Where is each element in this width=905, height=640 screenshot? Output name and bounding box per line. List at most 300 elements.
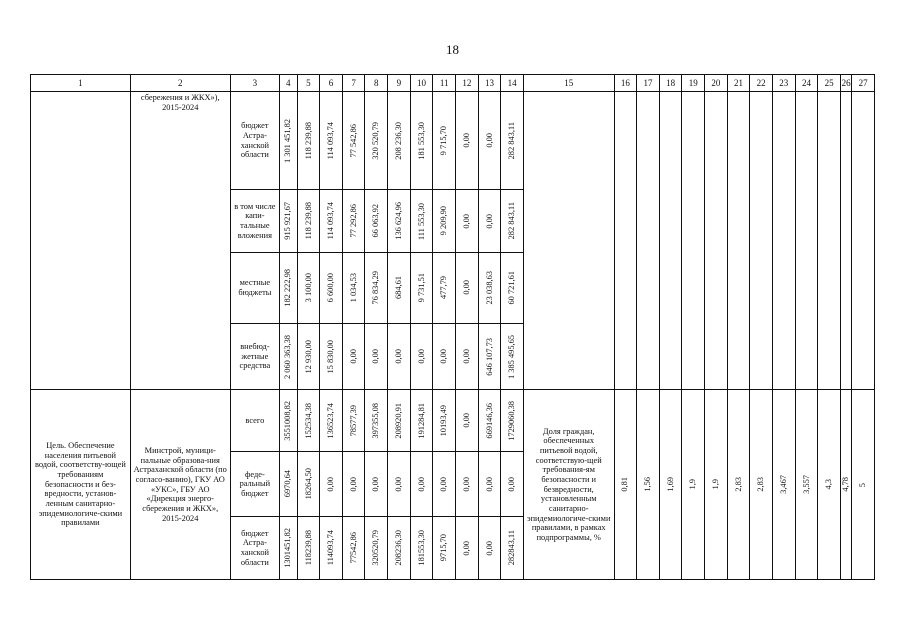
amount-cell-wrap <box>298 190 320 251</box>
amount-cell <box>365 516 388 579</box>
amount-cell <box>280 190 297 252</box>
indicator-value <box>818 390 841 580</box>
amount-cell-wrap <box>320 253 342 323</box>
amount-cell-wrap <box>433 390 455 451</box>
indicator-value-empty <box>659 92 682 390</box>
section1-row <box>31 92 875 190</box>
indicator-value <box>750 390 773 580</box>
amount-cell <box>388 252 411 323</box>
amount-cell <box>410 516 433 579</box>
header-cell-22: 22 <box>750 75 773 92</box>
indicator-value-wrap <box>852 390 874 579</box>
amount-cell-wrap <box>298 452 320 515</box>
indicator-value <box>659 390 682 580</box>
indicator-value <box>852 390 875 580</box>
amount-cell-text: 1 301 451,82 <box>283 118 293 163</box>
amount-cell-text: 1 385 495,65 <box>507 334 517 379</box>
amount-cell-wrap <box>343 253 365 323</box>
responsible-cell <box>130 390 230 580</box>
amount-cell-text: 0,00 <box>484 540 494 556</box>
indicator-value-wrap <box>841 390 851 579</box>
header-cell-16: 16 <box>614 75 637 92</box>
indicator-value-wrap <box>637 390 659 579</box>
indicator-value-wrap <box>773 390 795 579</box>
indicator-text: Доля граждан, обеспеченных питьевой водой, соответствую-щей требования-ям безопасности и безвредности, установленным санитарно-эпидемиологиче-скими правилами, в рамках подпрограммы, % <box>526 426 611 542</box>
funding-source-text: бюджет Астра-ханской области <box>240 528 269 567</box>
amount-cell <box>456 92 479 190</box>
responsible-text: Минстрой, муници-пальные образова-ния Астраханской области (по согласо-ванию), ГКУ АО «УКС», ГБУ АО «Дирекция энерго-сбережения и ЖКХ», 2015-2024 <box>133 445 227 523</box>
amount-cell-wrap <box>298 253 320 323</box>
amount-cell <box>478 452 501 516</box>
amount-cell <box>501 190 524 252</box>
header-cell-9: 9 <box>388 75 411 92</box>
amount-cell-wrap <box>343 390 365 451</box>
amount-cell <box>320 516 343 579</box>
header-row <box>31 75 875 92</box>
funding-source-text: внебюд-жетные средства <box>239 342 271 371</box>
amount-cell <box>433 516 456 579</box>
header-cell-24: 24 <box>795 75 818 92</box>
indicator-value-wrap <box>660 390 682 579</box>
responsible-text: сбережения и ЖКХ»), 2015-2024 <box>140 93 220 112</box>
amount-cell-text: 77 542,86 <box>348 124 358 158</box>
amount-cell <box>297 92 320 190</box>
amount-cell-text: 9 209,90 <box>439 206 449 236</box>
amount-cell <box>297 516 320 579</box>
amount-cell <box>478 252 501 323</box>
funding-source-text: бюджет Астра-ханской области <box>240 121 269 160</box>
amount-cell <box>388 516 411 579</box>
header-cell-25: 25 <box>818 75 841 92</box>
amount-cell-text: 0,00 <box>394 349 404 364</box>
amount-cell-text: 114 093,74 <box>326 122 336 160</box>
amount-cell-text: 0,00 <box>348 476 358 492</box>
amount-cell <box>342 323 365 389</box>
funding-source-text: местные бюджеты <box>238 278 272 297</box>
amount-cell-text: 66 063,92 <box>371 204 381 238</box>
amount-cell-wrap <box>479 92 501 189</box>
amount-cell-text: 12 930,00 <box>303 339 313 374</box>
amount-cell-wrap <box>320 390 342 451</box>
indicator-value <box>795 390 818 580</box>
amount-cell-text: 0,00 <box>484 133 494 149</box>
amount-cell-text: 0,00 <box>394 476 404 492</box>
amount-cell-wrap <box>501 253 523 323</box>
amount-cell <box>433 323 456 389</box>
amount-cell-text: 9 715,70 <box>439 126 449 156</box>
header-cell-3: 3 <box>230 75 279 92</box>
amount-cell-text: 915 921,67 <box>283 202 293 240</box>
header-cell-5: 5 <box>297 75 320 92</box>
amount-cell <box>478 516 501 579</box>
amount-cell-wrap <box>479 390 501 451</box>
amount-cell-wrap <box>456 92 478 189</box>
amount-cell-wrap <box>298 92 320 189</box>
amount-cell-wrap <box>411 517 433 579</box>
amount-cell-text: 77 292,86 <box>348 204 358 238</box>
amount-cell <box>433 190 456 252</box>
indicator-value-empty <box>795 92 818 390</box>
funding-source <box>230 516 279 579</box>
header-cell-1: 1 <box>31 75 131 92</box>
amount-cell-wrap <box>388 324 410 389</box>
amount-cell-wrap <box>433 324 455 389</box>
amount-cell <box>320 190 343 252</box>
amount-cell-text: 2 060 363,38 <box>283 334 293 379</box>
amount-cell-text: 114093,74 <box>326 530 336 566</box>
amount-cell-text: 181 553,30 <box>416 121 426 160</box>
amount-cell <box>433 452 456 516</box>
amount-cell-text: 78577,39 <box>348 405 358 437</box>
amount-cell-text: 0,00 <box>416 476 426 492</box>
amount-cell-text: 152534,38 <box>303 403 313 439</box>
amount-cell-text: 0,00 <box>484 213 494 229</box>
amount-cell-wrap <box>320 452 342 515</box>
amount-cell-text: 320520,79 <box>371 530 381 566</box>
amount-cell-text: 0,00 <box>371 349 381 364</box>
amount-cell-wrap <box>388 517 410 579</box>
amount-cell <box>365 190 388 252</box>
amount-cell <box>388 190 411 252</box>
amount-cell-wrap <box>365 390 387 451</box>
amount-cell <box>478 390 501 452</box>
amount-cell <box>320 92 343 190</box>
indicator-value-empty <box>682 92 705 390</box>
amount-cell-text: 118239,88 <box>303 530 313 566</box>
amount-cell-text: 0,00 <box>416 349 426 364</box>
amount-cell-text: 6970,64 <box>283 470 293 498</box>
amount-cell-text: 0,00 <box>484 476 494 492</box>
amount-cell <box>297 452 320 516</box>
amount-cell-wrap <box>320 324 342 389</box>
amount-cell-text: 282 843,11 <box>507 122 517 160</box>
page-number: 18 <box>446 42 459 57</box>
amount-cell <box>501 252 524 323</box>
amount-cell-wrap <box>479 517 501 579</box>
amount-cell-text: 208920,91 <box>394 403 404 439</box>
header-cell-19: 19 <box>682 75 705 92</box>
amount-cell-text: 208236,30 <box>394 530 404 566</box>
amount-cell-text: 114 093,74 <box>326 202 336 240</box>
amount-cell-text: 0,00 <box>462 213 471 229</box>
amount-cell-text: 3551008,82 <box>283 400 293 441</box>
program-table <box>30 74 875 580</box>
header-cell-10: 10 <box>410 75 433 92</box>
indicator-value-empty <box>705 92 728 390</box>
funding-source <box>230 390 279 452</box>
amount-cell <box>342 452 365 516</box>
amount-cell-text: 477,79 <box>439 276 449 300</box>
amount-cell-wrap <box>298 390 320 451</box>
amount-cell <box>297 190 320 252</box>
amount-cell-wrap <box>501 190 523 251</box>
amount-cell-text: 0,00 <box>348 349 358 364</box>
amount-cell-text: 1729060,38 <box>507 400 517 441</box>
amount-cell-text: 646 107,73 <box>484 337 494 376</box>
amount-cell-wrap <box>479 190 501 251</box>
amount-cell-text: 0,00 <box>462 133 471 149</box>
amount-cell-wrap <box>365 324 387 389</box>
amount-cell-wrap <box>501 324 523 389</box>
amount-cell-wrap <box>365 452 387 515</box>
amount-cell <box>456 452 479 516</box>
amount-cell <box>365 92 388 190</box>
funding-source <box>230 323 279 389</box>
amount-cell-wrap <box>479 452 501 515</box>
amount-cell <box>388 323 411 389</box>
amount-cell <box>478 92 501 190</box>
header-cell-21: 21 <box>727 75 750 92</box>
amount-cell-text: 111 553,30 <box>416 202 426 240</box>
amount-cell <box>320 452 343 516</box>
amount-cell-wrap <box>298 517 320 579</box>
amount-cell <box>501 516 524 579</box>
header-cell-18: 18 <box>659 75 682 92</box>
amount-cell <box>410 252 433 323</box>
indicator-value-wrap <box>682 390 704 579</box>
indicator-value-empty <box>750 92 773 390</box>
indicator-value <box>727 390 750 580</box>
amount-cell-text: 1 034,53 <box>348 273 358 303</box>
amount-cell-text: 181553,30 <box>416 530 426 566</box>
amount-cell <box>320 252 343 323</box>
amount-cell-text: 136 624,96 <box>394 202 404 240</box>
amount-cell-wrap <box>388 452 410 515</box>
amount-cell-wrap <box>501 390 523 451</box>
amount-cell-wrap <box>280 92 296 189</box>
amount-cell <box>388 92 411 190</box>
amount-cell-text: 9 731,51 <box>416 273 426 303</box>
amount-cell-wrap <box>501 452 523 515</box>
amount-cell-text: 0,00 <box>371 476 381 492</box>
amount-cell-wrap <box>388 190 410 251</box>
amount-cell-wrap <box>280 190 296 251</box>
amount-cell-wrap <box>280 517 296 579</box>
amount-cell-wrap <box>479 324 501 389</box>
indicator-value-empty <box>852 92 875 390</box>
header-cell-23: 23 <box>772 75 795 92</box>
amount-cell-wrap <box>343 324 365 389</box>
header-cell-11: 11 <box>433 75 456 92</box>
indicator-value-text: 1,56 <box>643 477 653 492</box>
amount-cell <box>433 92 456 190</box>
indicator-value-wrap <box>818 390 840 579</box>
amount-cell-wrap <box>411 92 433 189</box>
amount-cell <box>410 390 433 452</box>
amount-cell-wrap <box>365 190 387 251</box>
amount-cell-text: 60 721,61 <box>507 271 517 305</box>
amount-cell <box>297 252 320 323</box>
indicator-value-text: 1,9 <box>711 479 721 490</box>
amount-cell <box>501 390 524 452</box>
amount-cell <box>388 390 411 452</box>
indicator-value-empty <box>840 92 851 390</box>
header-cell-7: 7 <box>342 75 365 92</box>
amount-cell <box>478 190 501 252</box>
indicator-cell-empty <box>523 92 614 390</box>
amount-cell-text: 77542,86 <box>348 532 358 564</box>
amount-cell <box>410 190 433 252</box>
amount-cell <box>456 516 479 579</box>
amount-cell-wrap <box>320 190 342 251</box>
amount-cell <box>320 390 343 452</box>
amount-cell-wrap <box>280 324 296 389</box>
amount-cell-wrap <box>343 517 365 579</box>
amount-cell-text: 282 843,11 <box>507 202 517 240</box>
header-cell-26: 26 <box>840 75 851 92</box>
amount-cell-wrap <box>320 92 342 189</box>
indicator-value-wrap <box>750 390 772 579</box>
amount-cell <box>280 390 297 452</box>
amount-cell-text: 191284,81 <box>416 403 426 439</box>
header-cell-6: 6 <box>320 75 343 92</box>
amount-cell-text: 669146,36 <box>484 403 494 439</box>
amount-cell <box>478 323 501 389</box>
amount-cell <box>365 323 388 389</box>
indicator-value-empty <box>772 92 795 390</box>
amount-cell <box>501 92 524 190</box>
amount-cell <box>297 390 320 452</box>
amount-cell <box>280 323 297 389</box>
header-cell-2: 2 <box>130 75 230 92</box>
amount-cell-text: 76 834,29 <box>371 271 381 305</box>
amount-cell-text: 684,61 <box>394 276 404 300</box>
amount-cell-wrap <box>343 190 365 251</box>
amount-cell <box>410 452 433 516</box>
funding-source-text: всего <box>245 415 265 425</box>
amount-cell <box>456 252 479 323</box>
amount-cell-wrap <box>501 92 523 189</box>
indicator-value-text: 4,3 <box>824 479 834 490</box>
funding-source <box>230 92 279 190</box>
amount-cell <box>501 323 524 389</box>
amount-cell-wrap <box>411 324 433 389</box>
indicator-value-text: 1,69 <box>665 477 675 492</box>
amount-cell-wrap <box>411 452 433 515</box>
funding-source <box>230 190 279 252</box>
amount-cell <box>456 190 479 252</box>
amount-cell <box>342 190 365 252</box>
goal-text: Цель. Обеспечение населения питьевой водой, соответству-ющей требованиям безопасности и без-вредности, установ-ленным санитарно-эпидемиологиче-скими правилами <box>34 441 126 528</box>
amount-cell-wrap <box>433 517 455 579</box>
amount-cell-wrap <box>343 452 365 515</box>
amount-cell <box>433 252 456 323</box>
amount-cell-wrap <box>365 92 387 189</box>
indicator-value-text: 2,83 <box>733 477 743 492</box>
amount-cell <box>342 390 365 452</box>
amount-cell-text: 3 100,00 <box>303 273 313 303</box>
responsible-cell <box>130 92 230 390</box>
amount-cell-text: 182 222,98 <box>283 268 293 307</box>
amount-cell-text: 0,00 <box>462 280 471 296</box>
funding-source <box>230 252 279 323</box>
amount-cell <box>280 516 297 579</box>
amount-cell-wrap <box>320 517 342 579</box>
amount-cell-text: 0,00 <box>462 413 471 429</box>
header-cell-20: 20 <box>705 75 728 92</box>
amount-cell-wrap <box>365 253 387 323</box>
indicator-value-text: 4,78 <box>841 477 851 492</box>
amount-cell-wrap <box>456 253 478 323</box>
indicator-value-wrap <box>796 390 818 579</box>
amount-cell <box>280 252 297 323</box>
amount-cell-text: 6 600,00 <box>326 273 336 303</box>
indicator-value-wrap <box>705 390 727 579</box>
goal-cell <box>31 390 131 580</box>
indicator-value-text: 2,83 <box>756 477 766 492</box>
amount-cell-text: 282843,11 <box>507 530 517 566</box>
header-cell-14: 14 <box>501 75 524 92</box>
amount-cell-text: 397355,08 <box>371 403 381 439</box>
header-cell-13: 13 <box>478 75 501 92</box>
amount-cell-text: 208 236,30 <box>394 121 404 160</box>
indicator-value-empty <box>818 92 841 390</box>
amount-cell-wrap <box>456 452 478 515</box>
header-cell-8: 8 <box>365 75 388 92</box>
amount-cell-text: 0,00 <box>462 476 471 492</box>
amount-cell-text: 118 239,88 <box>303 202 313 240</box>
amount-cell-text: 18264,50 <box>303 468 313 500</box>
indicator-value <box>682 390 705 580</box>
amount-cell <box>456 390 479 452</box>
amount-cell-wrap <box>433 92 455 189</box>
amount-cell-wrap <box>298 324 320 389</box>
amount-cell <box>410 92 433 190</box>
amount-cell-wrap <box>280 253 296 323</box>
amount-cell <box>365 452 388 516</box>
funding-source <box>230 452 279 516</box>
indicator-value-text: 5 <box>858 482 868 487</box>
amount-cell-text: 10193,49 <box>439 405 449 437</box>
amount-cell <box>365 390 388 452</box>
amount-cell-text: 23 038,63 <box>484 271 494 305</box>
amount-cell-text: 0,00 <box>507 476 517 492</box>
amount-cell-wrap <box>411 190 433 251</box>
header-cell-15: 15 <box>523 75 614 92</box>
amount-cell-wrap <box>280 452 296 515</box>
indicator-value-empty <box>614 92 637 390</box>
amount-cell-wrap <box>456 517 478 579</box>
amount-cell-text: 1301451,82 <box>283 527 293 568</box>
header-cell-17: 17 <box>637 75 660 92</box>
indicator-value-empty <box>727 92 750 390</box>
amount-cell-wrap <box>365 517 387 579</box>
amount-cell-wrap <box>343 92 365 189</box>
amount-cell-text: 136523,74 <box>326 403 336 439</box>
amount-cell-wrap <box>433 452 455 515</box>
amount-cell-wrap <box>501 517 523 579</box>
amount-cell-text: 0,00 <box>439 349 449 364</box>
amount-cell-text: 9715,70 <box>439 534 449 562</box>
amount-cell <box>342 516 365 579</box>
header-cell-27: 27 <box>852 75 875 92</box>
amount-cell-wrap <box>479 253 501 323</box>
indicator-value-text: 3,467 <box>778 475 788 495</box>
amount-cell-text: 320 520,79 <box>371 121 381 160</box>
amount-cell-wrap <box>388 92 410 189</box>
amount-cell-text: 118 239,88 <box>303 122 313 160</box>
section2-row <box>31 390 875 452</box>
amount-cell <box>320 323 343 389</box>
amount-cell-wrap <box>456 324 478 389</box>
amount-cell-text: 0,00 <box>439 476 449 492</box>
indicator-value-text: 0,81 <box>620 477 630 492</box>
amount-cell <box>501 452 524 516</box>
amount-cell-text: 15 830,00 <box>326 339 336 374</box>
indicator-value <box>614 390 637 580</box>
indicator-cell <box>523 390 614 580</box>
amount-cell <box>280 452 297 516</box>
